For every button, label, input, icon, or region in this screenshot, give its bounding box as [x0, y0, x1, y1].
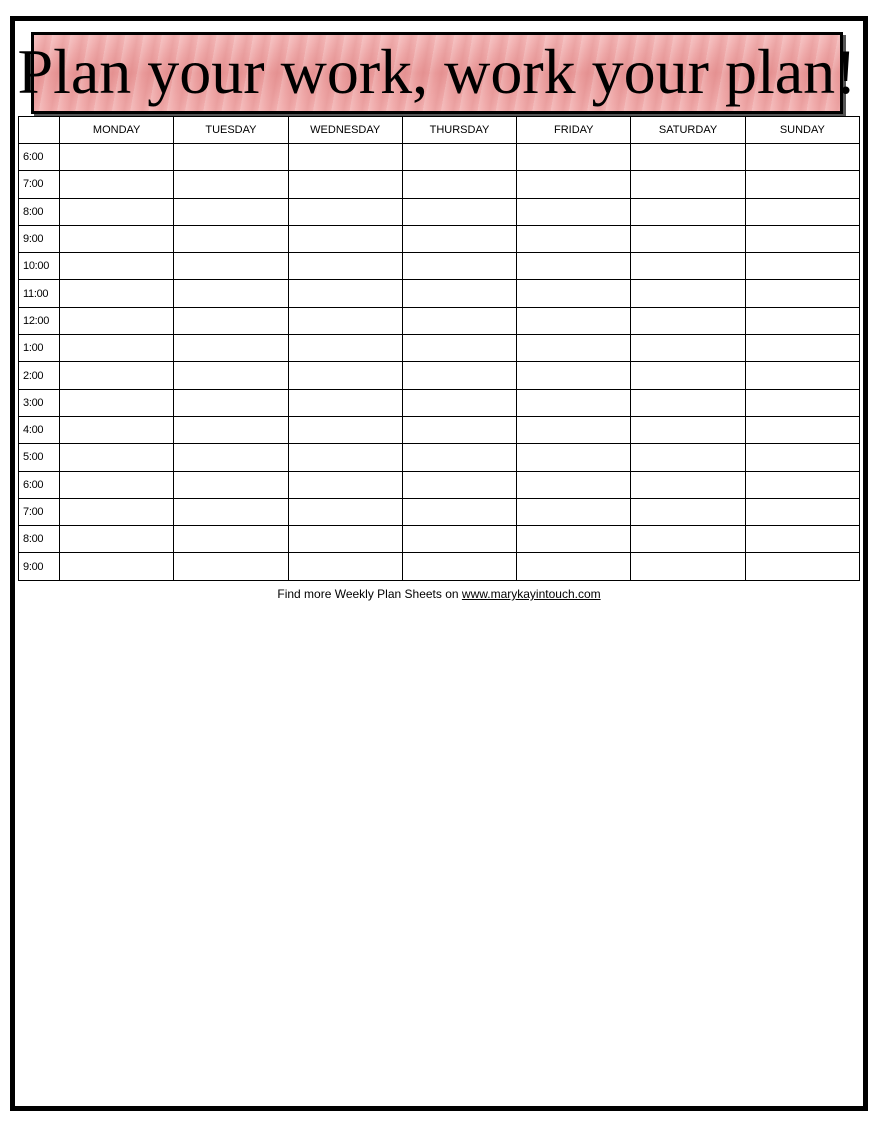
day-header-sunday: SUNDAY [745, 117, 859, 144]
time-slot-row [19, 307, 860, 334]
schedule-cell[interactable] [288, 253, 402, 280]
schedule-cell[interactable] [288, 307, 402, 334]
time-slot-row [19, 253, 860, 280]
schedule-cell[interactable] [631, 416, 745, 443]
schedule-cell[interactable] [60, 553, 174, 580]
header-row [19, 117, 860, 144]
schedule-cell[interactable] [288, 444, 402, 471]
schedule-cell[interactable] [517, 253, 631, 280]
time-slot-row [19, 526, 860, 553]
schedule-cell[interactable] [517, 471, 631, 498]
schedule-cell[interactable] [60, 526, 174, 553]
schedule-cell[interactable] [745, 225, 859, 252]
schedule-cell[interactable] [402, 389, 516, 416]
schedule-cell[interactable] [288, 416, 402, 443]
time-slot-row [19, 362, 860, 389]
schedule-cell[interactable] [60, 225, 174, 252]
time-label: 7:00 [19, 171, 60, 198]
schedule-cell[interactable] [288, 498, 402, 525]
schedule-cell[interactable] [517, 362, 631, 389]
schedule-cell[interactable] [402, 498, 516, 525]
schedule-cell[interactable] [631, 389, 745, 416]
time-slot-row [19, 171, 860, 198]
schedule-cell[interactable] [60, 444, 174, 471]
schedule-cell[interactable] [60, 416, 174, 443]
schedule-cell[interactable] [631, 526, 745, 553]
schedule-cell[interactable] [60, 362, 174, 389]
time-label: 11:00 [19, 280, 60, 307]
time-slot-row [19, 225, 860, 252]
schedule-cell[interactable] [288, 389, 402, 416]
day-header-monday: MONDAY [60, 117, 174, 144]
day-header-tuesday: TUESDAY [174, 117, 288, 144]
schedule-cell[interactable] [60, 335, 174, 362]
time-label: 6:00 [19, 471, 60, 498]
time-slot-row [19, 416, 860, 443]
schedule-cell[interactable] [745, 553, 859, 580]
schedule-cell[interactable] [174, 498, 288, 525]
schedule-cell[interactable] [745, 171, 859, 198]
time-label: 9:00 [19, 225, 60, 252]
schedule-cell[interactable] [745, 307, 859, 334]
schedule-cell[interactable] [402, 416, 516, 443]
schedule-cell[interactable] [174, 389, 288, 416]
schedule-cell[interactable] [174, 362, 288, 389]
schedule-cell[interactable] [402, 253, 516, 280]
schedule-cell[interactable] [60, 498, 174, 525]
schedule-cell[interactable] [631, 362, 745, 389]
day-header-saturday: SATURDAY [631, 117, 745, 144]
schedule-cell[interactable] [174, 198, 288, 225]
footer-text: Find more Weekly Plan Sheets on [277, 587, 459, 601]
schedule-cell[interactable] [517, 553, 631, 580]
day-header-friday: FRIDAY [517, 117, 631, 144]
schedule-cell[interactable] [288, 144, 402, 171]
schedule-cell[interactable] [288, 553, 402, 580]
schedule-cell[interactable] [288, 198, 402, 225]
schedule-cell[interactable] [745, 335, 859, 362]
page-frame [10, 16, 868, 1111]
schedule-cell[interactable] [402, 144, 516, 171]
time-slot-row [19, 444, 860, 471]
schedule-cell[interactable] [745, 253, 859, 280]
schedule-cell[interactable] [288, 225, 402, 252]
schedule-cell[interactable] [60, 171, 174, 198]
time-slot-row [19, 553, 860, 580]
schedule-cell[interactable] [745, 389, 859, 416]
time-slot-row [19, 198, 860, 225]
schedule-cell[interactable] [174, 335, 288, 362]
time-slot-row [19, 389, 860, 416]
day-header-wednesday: WEDNESDAY [288, 117, 402, 144]
schedule-cell[interactable] [517, 526, 631, 553]
schedule-cell[interactable] [174, 526, 288, 553]
schedule-cell[interactable] [517, 171, 631, 198]
schedule-cell[interactable] [402, 335, 516, 362]
day-header-thursday: THURSDAY [402, 117, 516, 144]
schedule-cell[interactable] [517, 389, 631, 416]
schedule-cell[interactable] [174, 253, 288, 280]
schedule-cell[interactable] [517, 225, 631, 252]
schedule-cell[interactable] [402, 280, 516, 307]
schedule-cell[interactable] [631, 198, 745, 225]
time-slot-row [19, 471, 860, 498]
schedule-cell[interactable] [402, 444, 516, 471]
schedule-cell[interactable] [631, 280, 745, 307]
footer-link[interactable]: www.marykayintouch.com [461, 587, 601, 601]
time-slot-row [19, 144, 860, 171]
schedule-cell[interactable] [517, 498, 631, 525]
schedule-cell[interactable] [745, 144, 859, 171]
schedule-cell[interactable] [745, 498, 859, 525]
schedule-cell[interactable] [745, 280, 859, 307]
time-label: 6:00 [19, 144, 60, 171]
schedule-cell[interactable] [288, 362, 402, 389]
time-label: 9:00 [19, 553, 60, 580]
schedule-cell[interactable] [60, 307, 174, 334]
schedule-cell[interactable] [174, 416, 288, 443]
schedule-cell[interactable] [631, 498, 745, 525]
schedule-cell[interactable] [402, 471, 516, 498]
schedule-cell[interactable] [402, 526, 516, 553]
time-label: 8:00 [19, 526, 60, 553]
schedule-cell[interactable] [517, 335, 631, 362]
weekly-schedule-table [18, 116, 860, 581]
time-label: 1:00 [19, 335, 60, 362]
schedule-cell[interactable] [288, 526, 402, 553]
schedule-cell[interactable] [745, 198, 859, 225]
time-label: 12:00 [19, 307, 60, 334]
schedule-cell[interactable] [174, 307, 288, 334]
title-banner [17, 32, 857, 114]
schedule-cell[interactable] [288, 280, 402, 307]
schedule-cell[interactable] [517, 280, 631, 307]
schedule-cell[interactable] [745, 416, 859, 443]
schedule-cell[interactable] [517, 307, 631, 334]
schedule-cell[interactable] [288, 335, 402, 362]
time-label: 4:00 [19, 416, 60, 443]
time-label: 7:00 [19, 498, 60, 525]
schedule-cell[interactable] [745, 526, 859, 553]
schedule-cell[interactable] [402, 198, 516, 225]
time-label: 3:00 [19, 389, 60, 416]
time-slot-row [19, 498, 860, 525]
schedule-cell[interactable] [631, 307, 745, 334]
schedule-cell[interactable] [174, 225, 288, 252]
schedule-cell[interactable] [517, 444, 631, 471]
schedule-cell[interactable] [402, 553, 516, 580]
page-title: Plan your work, work your plan! [17, 36, 857, 107]
time-header-cell [19, 117, 60, 144]
schedule-cell[interactable] [631, 471, 745, 498]
schedule-cell[interactable] [402, 362, 516, 389]
schedule-cell[interactable] [174, 280, 288, 307]
time-label: 2:00 [19, 362, 60, 389]
footer-note [15, 587, 863, 601]
schedule-cell[interactable] [745, 471, 859, 498]
schedule-cell[interactable] [402, 225, 516, 252]
schedule-cell[interactable] [288, 171, 402, 198]
schedule-cell[interactable] [631, 171, 745, 198]
time-slot-row [19, 280, 860, 307]
schedule-cell[interactable] [174, 444, 288, 471]
schedule-cell[interactable] [631, 225, 745, 252]
schedule-cell[interactable] [60, 389, 174, 416]
schedule-cell[interactable] [745, 362, 859, 389]
schedule-cell[interactable] [402, 307, 516, 334]
schedule-cell[interactable] [402, 171, 516, 198]
schedule-cell[interactable] [60, 144, 174, 171]
schedule-cell[interactable] [60, 198, 174, 225]
schedule-cell[interactable] [174, 171, 288, 198]
schedule-cell[interactable] [60, 253, 174, 280]
schedule-cell[interactable] [631, 144, 745, 171]
schedule-cell[interactable] [174, 144, 288, 171]
schedule-cell[interactable] [60, 280, 174, 307]
schedule-cell[interactable] [745, 444, 859, 471]
schedule-cell[interactable] [517, 416, 631, 443]
schedule-cell[interactable] [517, 144, 631, 171]
time-label: 5:00 [19, 444, 60, 471]
time-label: 8:00 [19, 198, 60, 225]
schedule-cell[interactable] [174, 471, 288, 498]
schedule-cell[interactable] [631, 444, 745, 471]
schedule-cell[interactable] [288, 471, 402, 498]
schedule-cell[interactable] [174, 553, 288, 580]
schedule-cell[interactable] [631, 335, 745, 362]
schedule-cell[interactable] [60, 471, 174, 498]
schedule-cell[interactable] [517, 198, 631, 225]
schedule-cell[interactable] [631, 253, 745, 280]
time-slot-row [19, 335, 860, 362]
schedule-cell[interactable] [631, 553, 745, 580]
time-label: 10:00 [19, 253, 60, 280]
